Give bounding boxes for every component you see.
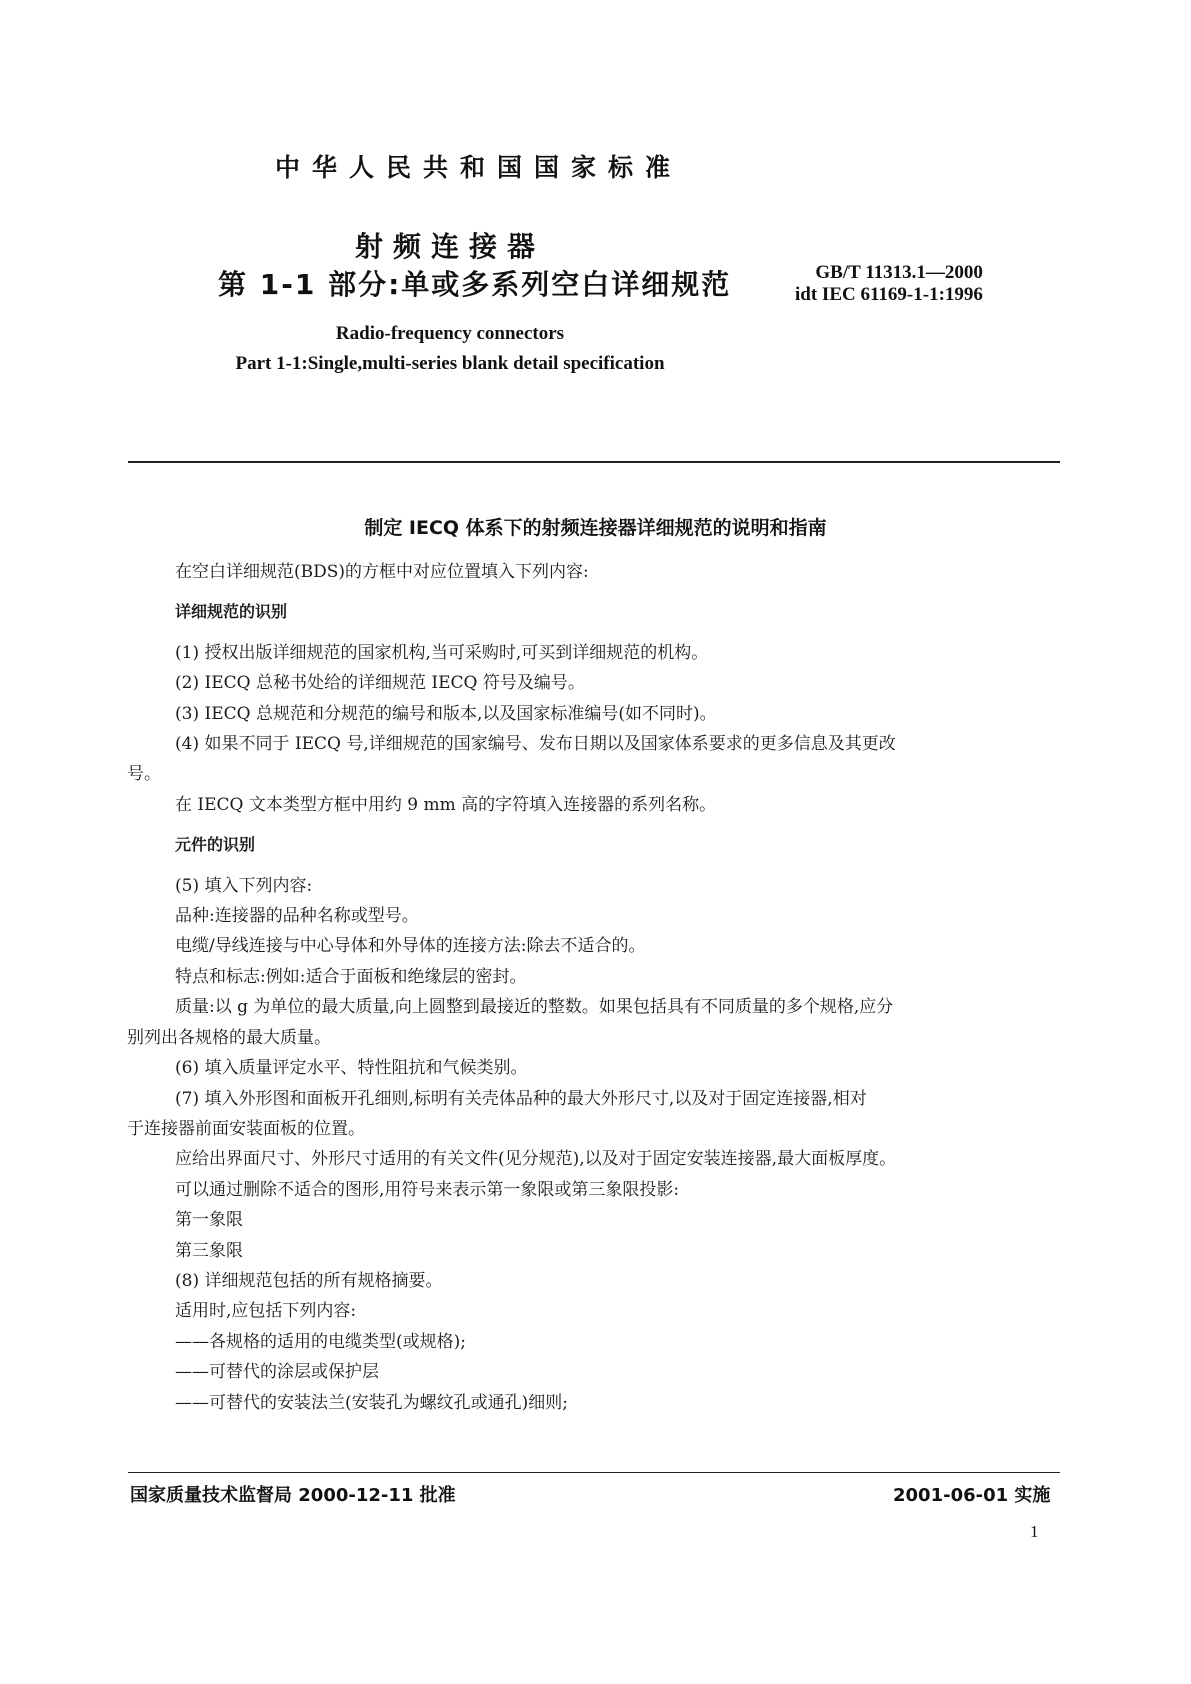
paragraph: 第一象限 <box>175 1210 243 1231</box>
dash-item: ——可替代的安装法兰(安装孔为螺纹孔或通孔)细则; <box>175 1392 568 1413</box>
english-title: Radio-frequency connectors <box>335 323 565 344</box>
paragraph: 质量:以 g 为单位的最大质量,向上圆整到最接近的整数。如果包括具有不同质量的多个规格,应分 <box>175 997 894 1018</box>
document-body <box>127 557 1062 1418</box>
paragraph: 第三象限 <box>175 1240 243 1261</box>
page-number: 1 <box>1030 1522 1039 1541</box>
document-subtitle: 第 1-1 部分:单或多系列空白详细规范 <box>218 268 732 301</box>
equivalent-code: idt IEC 61169-1-1:1996 <box>795 284 983 305</box>
list-item: (3) IECQ 总规范和分规范的编号和版本,以及国家标准编号(如不同时)。 <box>175 703 717 724</box>
paragraph: 品种:连接器的品种名称或型号。 <box>175 906 419 927</box>
list-item: (1) 授权出版详细规范的国家机构,当可采购时,可买到详细规范的机构。 <box>175 642 709 663</box>
paragraph: 在 IECQ 文本类型方框中用约 9 mm 高的字符填入连接器的系列名称。 <box>175 794 717 815</box>
dash-item: ——各规格的适用的电缆类型(或规格); <box>175 1331 466 1352</box>
english-subtitle: Part 1-1:Single,multi-series blank detail specification <box>235 353 665 374</box>
paragraph: 特点和标志:例如:适合于面板和绝缘层的密封。 <box>175 966 527 987</box>
list-item: (7) 填入外形图和面板开孔细则,标明有关壳体品种的最大外形尺寸,以及对于固定连接器,相对 <box>175 1088 867 1109</box>
list-item-continuation: 于连接器前面安装面板的位置。 <box>127 1118 365 1139</box>
section-heading: 详细规范的识别 <box>175 602 288 622</box>
guide-title: 制定 IECQ 体系下的射频连接器详细规范的说明和指南 <box>364 517 827 539</box>
paragraph-continuation: 别列出各规格的最大质量。 <box>127 1027 331 1048</box>
paragraph: 电缆/导线连接与中心导体和外导体的连接方法:除去不适合的。 <box>175 936 646 957</box>
list-item: (5) 填入下列内容: <box>175 875 313 896</box>
paragraph: 应给出界面尺寸、外形尺寸适用的有关文件(见分规范),以及对于固定安装连接器,最大面板厚度。 <box>175 1149 897 1170</box>
standard-code: GB/T 11313.1—2000 <box>815 262 983 283</box>
list-item: (6) 填入质量评定水平、特性阻抗和气候类别。 <box>175 1058 528 1079</box>
intro-paragraph: 在空白详细规范(BDS)的方框中对应位置填入下列内容: <box>175 562 589 582</box>
list-item: (4) 如果不同于 IECQ 号,详细规范的国家编号、发布日期以及国家体系要求的更多信息及其更改 <box>175 734 896 755</box>
standard-code-block <box>795 262 983 306</box>
header-divider <box>128 461 1060 463</box>
standard-type-heading: 中华人民共和国国家标准 <box>275 153 683 182</box>
list-item-continuation: 号。 <box>127 764 161 785</box>
approval-date: 国家质量技术监督局 2000-12-11 批准 <box>130 1485 456 1506</box>
paragraph: 可以通过删除不适合的图形,用符号来表示第一象限或第三象限投影: <box>175 1179 680 1200</box>
implementation-date: 2001-06-01 实施 <box>893 1485 1051 1506</box>
section-heading: 元件的识别 <box>175 835 256 855</box>
dash-item: ——可替代的涂层或保护层 <box>175 1362 379 1383</box>
footer-divider <box>128 1472 1060 1473</box>
list-item: (2) IECQ 总秘书处给的详细规范 IECQ 符号及编号。 <box>175 673 585 694</box>
paragraph: 适用时,应包括下列内容: <box>175 1301 357 1322</box>
list-item: (8) 详细规范包括的所有规格摘要。 <box>175 1270 443 1291</box>
document-title: 射频连接器 <box>355 230 546 263</box>
